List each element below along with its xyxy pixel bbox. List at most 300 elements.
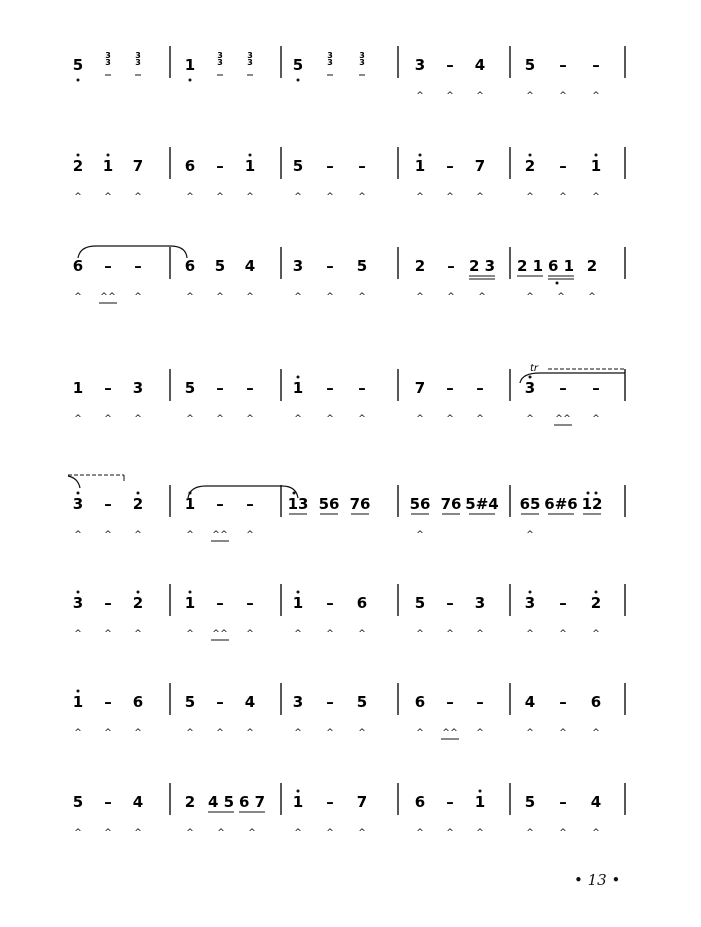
note: 3 <box>247 58 253 67</box>
accent-mark: ^ <box>246 292 254 302</box>
accent-mark: ^ <box>563 414 571 424</box>
accent-mark: ^ <box>74 414 82 424</box>
note: 2 <box>590 594 602 612</box>
dash-note: – <box>104 495 112 513</box>
grace-note: 3 <box>359 51 365 60</box>
note: 5 <box>292 56 304 74</box>
accent-mark: ^ <box>246 530 254 540</box>
measure-5-1 <box>73 492 143 541</box>
octave-dot-high <box>77 690 80 693</box>
accent-mark: ^ <box>476 414 484 424</box>
measure-7-4 <box>415 693 484 739</box>
dash-note: – <box>104 793 112 811</box>
note: 5 <box>292 157 304 175</box>
grace-note: 3 <box>247 51 253 60</box>
measure-1-2 <box>185 51 253 82</box>
accent-mark: ^ <box>212 530 220 540</box>
accent-mark: ^ <box>186 629 194 639</box>
note: 1 <box>474 793 486 811</box>
accent-mark: ^ <box>216 728 224 738</box>
measure-6-4 <box>415 594 485 639</box>
measure-3-5 <box>517 257 597 302</box>
accent-mark: ^ <box>294 828 302 838</box>
accent-mark: ^ <box>294 629 302 639</box>
note: 4 <box>244 257 256 275</box>
note: 5 <box>356 257 368 275</box>
note: 2 <box>132 594 144 612</box>
accent-mark: ^ <box>134 192 142 202</box>
note: 1 <box>414 157 426 175</box>
note: 7 <box>414 379 426 397</box>
accent-mark: ^ <box>446 192 454 202</box>
dash-note: – <box>476 693 484 711</box>
note: 6 <box>184 257 196 275</box>
accent-mark: ^ <box>358 728 366 738</box>
note: 1 <box>244 157 256 175</box>
note: 5#4 <box>465 495 499 513</box>
dash-note: – <box>446 157 454 175</box>
system-3 <box>73 247 625 303</box>
accent-mark: ^ <box>446 828 454 838</box>
dash-note: – <box>104 693 112 711</box>
accent-mark: ^ <box>446 91 454 101</box>
note: 2 <box>184 793 196 811</box>
accent-mark: ^ <box>416 292 424 302</box>
accent-mark: ^ <box>416 192 424 202</box>
octave-dot-low <box>297 79 300 82</box>
trill-label: tr <box>530 363 539 374</box>
measure-3-4 <box>415 257 495 302</box>
grace-note: 3 <box>327 51 333 60</box>
accent-mark: ^ <box>134 828 142 838</box>
accent-mark: ^ <box>526 728 534 738</box>
note: 3 <box>105 58 111 67</box>
accent-mark: ^ <box>186 728 194 738</box>
note: 6 1 <box>547 257 575 275</box>
note: 3 <box>217 58 223 67</box>
dash-note: – <box>216 157 224 175</box>
note: 6 <box>590 693 602 711</box>
system-4 <box>73 369 625 425</box>
measure-1-3 <box>293 51 365 82</box>
dash-note: – <box>559 56 567 74</box>
accent-mark: ^ <box>294 728 302 738</box>
note: 2 <box>72 157 84 175</box>
accent-mark: ^ <box>358 292 366 302</box>
accent-mark: ^ <box>592 91 600 101</box>
accent-mark: ^ <box>326 292 334 302</box>
accent-mark: ^ <box>326 192 334 202</box>
dash-note: – <box>446 56 454 74</box>
note: 56 <box>318 495 340 513</box>
octave-dot-high <box>249 154 252 157</box>
measure-7-2 <box>185 693 255 738</box>
accent-mark: ^ <box>526 192 534 202</box>
measure-5-3 <box>288 492 371 515</box>
measure-1-5 <box>525 56 600 101</box>
accent-mark: ^ <box>74 192 82 202</box>
dash-note: – <box>326 257 334 275</box>
note: 4 <box>244 693 256 711</box>
accent-mark: ^ <box>246 192 254 202</box>
accent-mark: ^ <box>104 828 112 838</box>
octave-dot-high <box>189 591 192 594</box>
note: 2 3 <box>468 257 496 275</box>
dash-note: – <box>104 257 112 275</box>
accent-mark: ^ <box>134 530 142 540</box>
note: 3 <box>524 379 536 397</box>
dash-note: – <box>216 495 224 513</box>
octave-dot-high <box>595 154 598 157</box>
accent-mark: ^ <box>559 192 567 202</box>
note: 3 <box>327 58 333 67</box>
accent-mark: ^ <box>358 192 366 202</box>
measure-4-4 <box>415 379 484 424</box>
accent-mark: ^ <box>416 414 424 424</box>
measure-3-1 <box>73 257 142 303</box>
octave-dot-high <box>587 492 590 495</box>
measure-6-1 <box>73 591 143 640</box>
note: 56 <box>409 495 431 513</box>
note: 6 <box>132 693 144 711</box>
page-number: • 13 • <box>574 871 621 889</box>
accent-mark: ^ <box>476 91 484 101</box>
accent-mark: ^ <box>74 828 82 838</box>
note: 7 <box>356 793 368 811</box>
note: 1 <box>292 793 304 811</box>
measure-6-2 <box>185 591 254 641</box>
octave-dot-high <box>137 591 140 594</box>
accent-mark: ^ <box>294 192 302 202</box>
note: 3 <box>292 693 304 711</box>
dash-note: – <box>326 793 334 811</box>
accent-mark: ^ <box>74 530 82 540</box>
accent-mark: ^ <box>246 629 254 639</box>
dash-note: – <box>326 693 334 711</box>
accent-mark: ^ <box>326 629 334 639</box>
note: 3 <box>414 56 426 74</box>
accent-mark: ^ <box>186 292 194 302</box>
measure-4-2 <box>185 379 254 424</box>
dash-note: – <box>559 693 567 711</box>
octave-dot-low <box>77 79 80 82</box>
accent-mark: ^ <box>358 414 366 424</box>
dash-note: – <box>447 257 455 275</box>
dash-note: – <box>559 157 567 175</box>
note: 1 <box>72 379 84 397</box>
dash-note: – <box>216 693 224 711</box>
octave-dot-high <box>297 591 300 594</box>
accent-mark: ^ <box>559 828 567 838</box>
accent-mark: ^ <box>476 728 484 738</box>
accent-mark: ^ <box>476 629 484 639</box>
dash-note: – <box>104 594 112 612</box>
accent-mark: ^ <box>220 530 228 540</box>
note: 6 <box>72 257 84 275</box>
accent-mark: ^ <box>100 292 108 302</box>
note: 3 <box>474 594 486 612</box>
octave-dot-high <box>77 591 80 594</box>
measure-8-1 <box>73 793 143 838</box>
system-1 <box>73 46 625 101</box>
measure-3-3 <box>293 257 367 302</box>
dash-note: – <box>216 594 224 612</box>
accent-mark: ^ <box>74 629 82 639</box>
note: 5 <box>414 594 426 612</box>
note: 3 <box>72 594 84 612</box>
measure-2-2 <box>185 154 255 203</box>
note: 6#6 <box>544 495 578 513</box>
system-8 <box>73 783 625 838</box>
octave-dot-high <box>77 154 80 157</box>
octave-dot-high <box>595 591 598 594</box>
accent-mark: ^ <box>592 629 600 639</box>
accent-mark: ^ <box>526 91 534 101</box>
accent-mark: ^ <box>246 414 254 424</box>
note: 1 <box>292 379 304 397</box>
dash-note: – <box>592 379 600 397</box>
accent-mark: ^ <box>326 828 334 838</box>
note: 7 <box>132 157 144 175</box>
octave-dot-high <box>529 591 532 594</box>
note: 65 <box>519 495 541 513</box>
accent-mark: ^ <box>212 629 220 639</box>
grace-note: 3 <box>217 51 223 60</box>
octave-dot-high <box>107 154 110 157</box>
note: 4 <box>474 56 486 74</box>
accent-mark: ^ <box>358 828 366 838</box>
accent-mark: ^ <box>294 414 302 424</box>
note: 12 <box>581 495 603 513</box>
accent-mark: ^ <box>526 292 534 302</box>
measure-2-1 <box>73 154 143 203</box>
accent-mark: ^ <box>478 292 486 302</box>
accent-mark: ^ <box>216 292 224 302</box>
accent-mark: ^ <box>476 828 484 838</box>
note: 5 <box>72 56 84 74</box>
accent-mark: ^ <box>526 530 534 540</box>
accent-mark: ^ <box>108 292 116 302</box>
accent-mark: ^ <box>246 728 254 738</box>
note: 5 <box>72 793 84 811</box>
measure-5-4 <box>410 495 499 540</box>
note: 4 <box>524 693 536 711</box>
accent-mark: ^ <box>416 629 424 639</box>
accent-mark: ^ <box>526 414 534 424</box>
note: 4 5 <box>207 793 235 811</box>
note: 1 <box>184 594 196 612</box>
accent-mark: ^ <box>104 192 112 202</box>
note: 6 <box>414 693 426 711</box>
dash-note: – <box>476 379 484 397</box>
measure-4-3 <box>293 376 366 425</box>
dash-note: – <box>326 379 334 397</box>
note: 1 <box>102 157 114 175</box>
system-6 <box>73 584 625 640</box>
dash-note: – <box>246 379 254 397</box>
octave-dot-high <box>297 790 300 793</box>
measure-7-5 <box>525 693 601 738</box>
accent-mark: ^ <box>526 629 534 639</box>
dash-note: – <box>246 495 254 513</box>
octave-dot-low <box>556 282 559 285</box>
accent-mark: ^ <box>416 728 424 738</box>
accent-mark: ^ <box>447 292 455 302</box>
accent-mark: ^ <box>555 414 563 424</box>
measure-2-5 <box>525 154 601 203</box>
measure-6-3 <box>293 591 367 640</box>
measure-8-2 <box>185 793 265 838</box>
note: 5 <box>214 257 226 275</box>
accent-mark: ^ <box>526 828 534 838</box>
accent-mark: ^ <box>74 292 82 302</box>
note: 5 <box>524 56 536 74</box>
dash-note: – <box>446 793 454 811</box>
measure-8-4 <box>415 790 485 839</box>
accent-mark: ^ <box>186 192 194 202</box>
note: 1 <box>292 594 304 612</box>
note: 1 <box>184 56 196 74</box>
note: 2 <box>132 495 144 513</box>
note: 4 <box>590 793 602 811</box>
dash-note: – <box>358 157 366 175</box>
octave-dot-high <box>77 492 80 495</box>
measure-1-4 <box>415 56 485 101</box>
accent-mark: ^ <box>134 292 142 302</box>
system-5 <box>73 485 625 541</box>
accent-mark: ^ <box>217 828 225 838</box>
accent-mark: ^ <box>592 828 600 838</box>
note: 6 <box>184 157 196 175</box>
note: 5 <box>524 793 536 811</box>
note: 3 <box>524 594 536 612</box>
accent-mark: ^ <box>220 629 228 639</box>
accent-mark: ^ <box>104 629 112 639</box>
accent-mark: ^ <box>104 530 112 540</box>
note: 3 <box>132 379 144 397</box>
accent-mark: ^ <box>186 828 194 838</box>
dash-note: – <box>559 594 567 612</box>
accent-mark: ^ <box>358 629 366 639</box>
note: 6 7 <box>238 793 266 811</box>
note: 4 <box>132 793 144 811</box>
accent-mark: ^ <box>557 292 565 302</box>
note: 1 <box>184 495 196 513</box>
dash-note: – <box>446 379 454 397</box>
accent-mark: ^ <box>592 414 600 424</box>
dash-note: – <box>326 157 334 175</box>
grace-note: 3 <box>135 51 141 60</box>
accent-mark: ^ <box>294 292 302 302</box>
accent-mark: ^ <box>592 728 600 738</box>
note: 3 <box>72 495 84 513</box>
accent-mark: ^ <box>446 414 454 424</box>
note: 3 <box>292 257 304 275</box>
accent-mark: ^ <box>559 728 567 738</box>
measure-4-5 <box>525 376 600 426</box>
measure-8-3 <box>293 790 367 839</box>
note: 5 <box>184 379 196 397</box>
accent-mark: ^ <box>186 530 194 540</box>
note: 5 <box>184 693 196 711</box>
accent-mark: ^ <box>104 414 112 424</box>
measure-3-2 <box>185 257 255 302</box>
accent-mark: ^ <box>216 414 224 424</box>
tie <box>68 476 80 488</box>
measure-7-3 <box>293 693 367 738</box>
accent-mark: ^ <box>248 828 256 838</box>
note: 76 <box>349 495 371 513</box>
measure-5-5 <box>520 492 603 541</box>
dash-note: – <box>446 693 454 711</box>
dash-note: – <box>358 379 366 397</box>
accent-mark: ^ <box>588 292 596 302</box>
accent-mark: ^ <box>416 530 424 540</box>
dash-note: – <box>326 594 334 612</box>
accent-mark: ^ <box>74 728 82 738</box>
octave-dot-high <box>479 790 482 793</box>
note: 7 <box>474 157 486 175</box>
dash-note: – <box>592 56 600 74</box>
tie <box>520 373 625 383</box>
measure-2-4 <box>415 154 485 203</box>
note: 13 <box>287 495 309 513</box>
octave-dot-high <box>595 492 598 495</box>
dash-note: – <box>246 594 254 612</box>
accent-mark: ^ <box>326 728 334 738</box>
measure-6-5 <box>525 591 601 640</box>
accent-mark: ^ <box>134 414 142 424</box>
accent-mark: ^ <box>559 629 567 639</box>
accent-mark: ^ <box>559 91 567 101</box>
octave-dot-high <box>137 492 140 495</box>
octave-dot-high <box>529 376 532 379</box>
note: 6 <box>414 793 426 811</box>
accent-mark: ^ <box>416 828 424 838</box>
octave-dot-high <box>529 154 532 157</box>
dash-note: – <box>104 379 112 397</box>
note: 3 <box>359 58 365 67</box>
accent-mark: ^ <box>326 414 334 424</box>
accent-mark: ^ <box>442 728 450 738</box>
dash-note: – <box>559 379 567 397</box>
note: 1 <box>590 157 602 175</box>
accent-mark: ^ <box>446 629 454 639</box>
measure-1-1 <box>73 51 141 82</box>
accent-mark: ^ <box>216 192 224 202</box>
measure-2-3 <box>293 157 366 202</box>
system-2 <box>73 147 625 202</box>
note: 1 <box>72 693 84 711</box>
octave-dot-high <box>419 154 422 157</box>
measure-5-2 <box>185 492 254 542</box>
accent-mark: ^ <box>134 629 142 639</box>
note: 2 <box>586 257 598 275</box>
note: 3 <box>135 58 141 67</box>
note: 2 <box>414 257 426 275</box>
accent-mark: ^ <box>186 414 194 424</box>
accent-mark: ^ <box>450 728 458 738</box>
note: 76 <box>440 495 462 513</box>
note: 5 <box>356 693 368 711</box>
grace-note: 3 <box>105 51 111 60</box>
note: 2 <box>524 157 536 175</box>
dash-note: – <box>559 793 567 811</box>
dash-note: – <box>216 379 224 397</box>
dash-note: – <box>446 594 454 612</box>
note: 2 1 <box>516 257 544 275</box>
dash-note: – <box>134 257 142 275</box>
